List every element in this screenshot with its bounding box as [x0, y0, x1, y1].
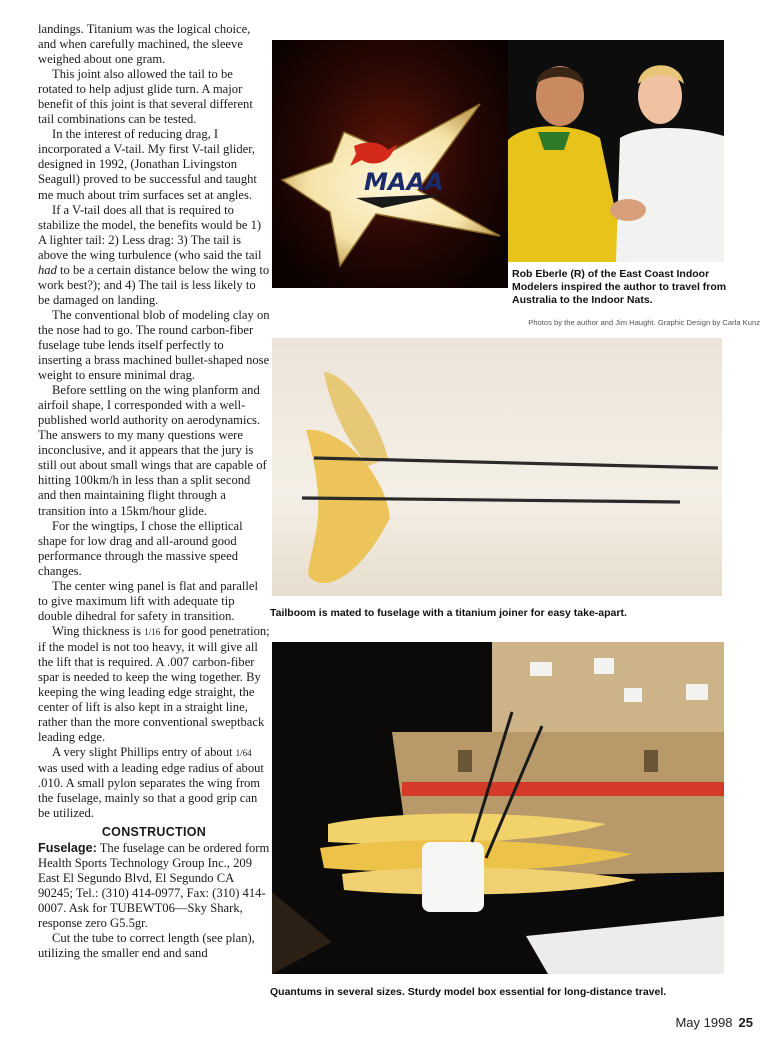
tailboom-graphic [272, 338, 722, 596]
photo-credit: Photos by the author and Jim Haught. Graphic Design by Carla Kunz [528, 318, 760, 327]
model-box-photo [272, 642, 724, 974]
paragraph: In the interest of reducing drag, I incorporated a V-tail. My first V-tail glider, designed in 1992, (Jonathan Livingston Seagull) proved to be successful and taught me much about trim surfaces set at angles. [38, 127, 257, 202]
article-column [38, 22, 270, 961]
paragraph: Before settling on the wing planform and airfoil shape, I corresponded with a well-published world authority on aerodynamics. The answers to my many questions were inconclusive, and it appears that the jury is still out about small wings that are capable of hitting 100km/h in less than a split second and then maintaining flight through a transition into a 15km/hour glide. [38, 383, 267, 518]
paragraph: The center wing panel is flat and parallel to give maximum lift with adequate tip double dihedral for safety in transition. [38, 578, 258, 623]
page-number: 25 [738, 1015, 753, 1030]
paragraph: For the wingtips, I chose the elliptical shape for low drag and all-around good performance through the massive speed changes. [38, 518, 243, 578]
paragraph-fuselage: Fuselage: The fuselage can be ordered form Health Sports Technology Group Inc., 209 East El Segundo Blvd, El Segundo CA 90245; Tel.: (310) 414-0977, Fax: (310) 414-0007. Ask for TUBEWT06—Sky Shark, response zero G5.5gr. [38, 840, 270, 930]
paragraph: landings. Titanium was the logical choice, and when carefully machined, the sleeve weighed about one gram. [38, 22, 251, 67]
emphasis: had [38, 262, 57, 277]
paragraph-vtail: If a V-tail does all that is required to stabilize the model, the benefits would be 1) A lighter tail: 2) Less drag: 3) The tail is above the wing turbulence (who said the tail had to be a certain distance below the wing to work best?); and 4) The tail is less likely to be damaged on landing. [38, 202, 270, 307]
logo-wordmark: MAAA [364, 168, 444, 196]
paragraph-phillips: A very slight Phillips entry of about 1/64 was used with a leading edge radius of about .010. A small pylon separates the wing from the fuselage, mainly so that a good grip can be utilized. [38, 745, 264, 821]
model-box-graphic [272, 642, 724, 974]
section-heading: CONSTRUCTION [101, 825, 207, 840]
paragraph: The conventional blob of modeling clay on the nose had to go. The round carbon-fiber fuselage tube lends itself perfectly to inserting a brass machined bullet-shaped nose weight to ensure minimal drag. [38, 307, 270, 383]
model-box-caption: Quantums in several sizes. Sturdy model box essential for long-distance travel. [270, 986, 667, 998]
issue-date: May 1998 [675, 1015, 733, 1030]
maaa-logo-photo [272, 40, 508, 288]
portrait-graphic [508, 40, 724, 262]
paragraph: This joint also allowed the tail to be rotated to help adjust glide turn. A major benefit of this joint is that several different tail combinations can be tested. [38, 67, 253, 127]
portrait-photo [508, 40, 724, 262]
paragraph-thickness: Wing thickness is 1/16 for good penetration; if the model is not too heavy, it will give all the lift that is required. A .007 carbon-fiber spar is needed to keep the wing together. By keeping the wing leading edge straight, the center of lift is also kept in a straight line, rather than the more conventional sweptback leading edge. [38, 623, 270, 745]
fraction: 1/16 [144, 626, 161, 637]
maaa-logo-graphic [272, 40, 508, 288]
portrait-caption: Rob Eberle (R) of the East Coast Indoor Modelers inspired the author to travel from Australia to the Indoor Nats. [512, 268, 727, 307]
paragraph: Cut the tube to correct length (see plan), utilizing the smaller end and sand [38, 930, 255, 960]
fraction: 1/64 [235, 748, 252, 759]
tailboom-photo [272, 338, 722, 596]
run-in-head: Fuselage: [38, 840, 97, 855]
page-footer [675, 1015, 753, 1030]
tailboom-caption: Tailboom is mated to fuselage with a titanium joiner for easy take-apart. [270, 607, 627, 619]
